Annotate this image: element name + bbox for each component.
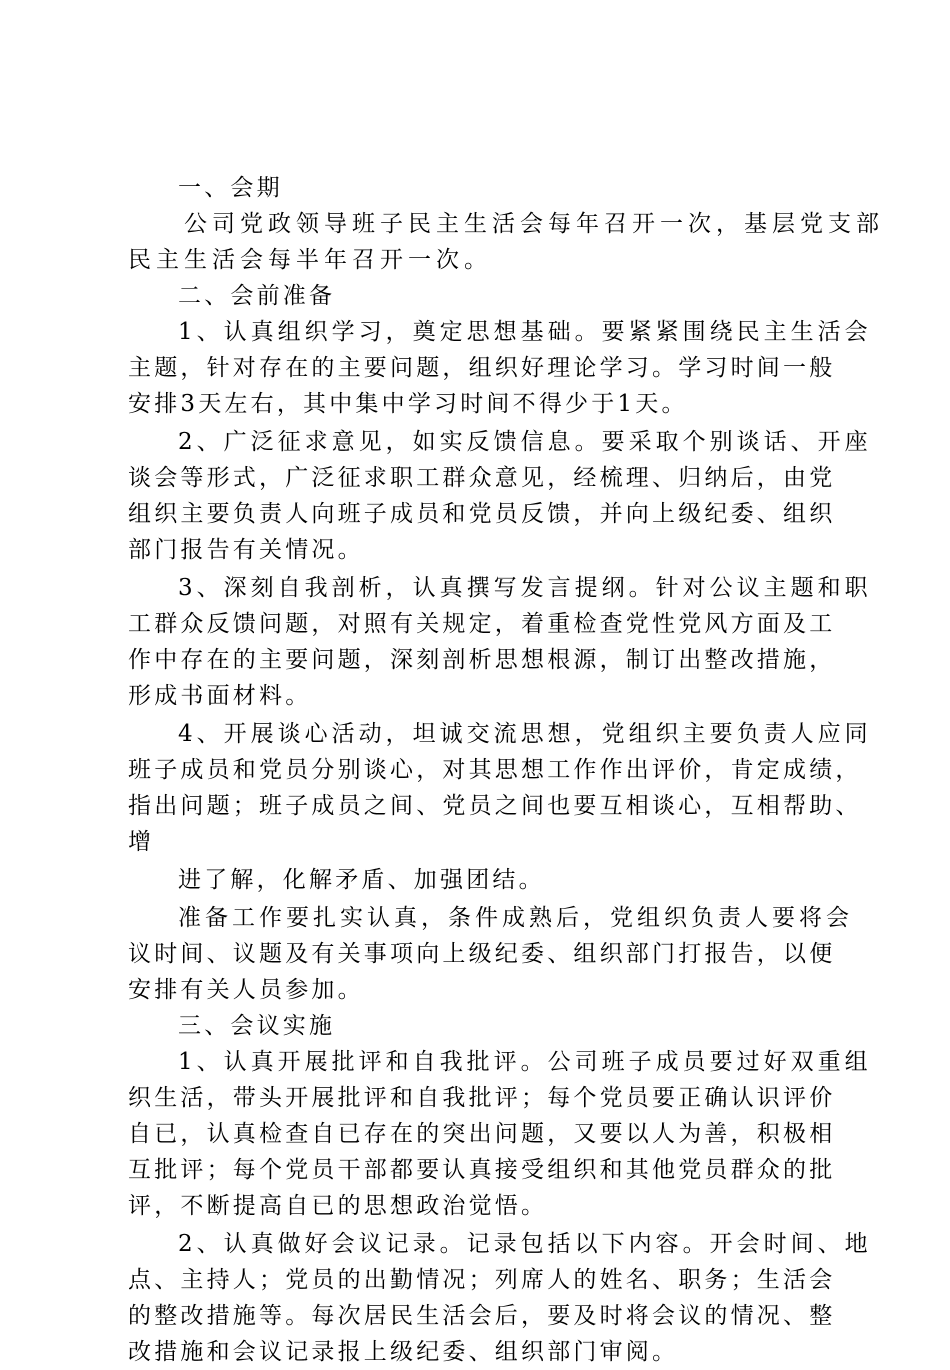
paragraph-line: 形成书面材料。: [128, 683, 312, 709]
section-heading: 二、会前准备: [178, 283, 336, 309]
paragraph-line: 准备工作要扎实认真，条件成熟后，党组织负责人要将会: [178, 905, 853, 931]
paragraph-line: 4、开展谈心活动，坦诚交流思想，党组织主要负责人应同: [178, 721, 872, 747]
paragraph-line: 工群众反馈问题，对照有关规定，着重检查党性党风方面及工: [128, 611, 836, 637]
paragraph-line: 议时间、议题及有关事项向上级纪委、组织部门打报告，以便: [128, 941, 836, 967]
paragraph-line: 安排3天左右，其中集中学习时间不得少于1天。: [128, 391, 688, 417]
paragraph-line: 部门报告有关情况。: [128, 537, 364, 563]
paragraph-line: 1、认真组织学习，奠定思想基础。要紧紧围绕民主生活会: [178, 319, 872, 345]
paragraph-line: 作中存在的主要问题，深刻剖析思想根源，制订出整改措施，: [128, 647, 836, 673]
section-heading: 三、会议实施: [178, 1013, 336, 1039]
paragraph-line: 公司党政领导班子民主生活会每年召开一次，基层党支部: [184, 211, 884, 237]
paragraph-line: 组织主要负责人向班子成员和党员反馈，并向上级纪委、组织: [128, 501, 836, 527]
paragraph-line: 安排有关人员参加。: [128, 977, 364, 1003]
paragraph-line: 评，不断提高自已的思想政治觉悟。: [128, 1193, 548, 1219]
paragraph-line: 织生活，带头开展批评和自我批评；每个党员要正确认识评价: [128, 1085, 836, 1111]
paragraph-line: 自已，认真检查自已存在的突出问题，又要以人为善，积极相: [128, 1121, 836, 1147]
paragraph-line: 指出问题；班子成员之间、党员之间也要互相谈心，互相帮助、: [128, 793, 862, 819]
paragraph-line: 主题，针对存在的主要问题，组织好理论学习。学习时间一般: [128, 355, 836, 381]
paragraph-line: 互批评；每个党员干部都要认真接受组织和其他党员群众的批: [128, 1157, 836, 1183]
paragraph-line: 民主生活会每半年召开一次。: [128, 247, 492, 273]
paragraph-line: 点、主持人；党员的出勤情况；列席人的姓名、职务；生活会: [128, 1267, 836, 1293]
paragraph-line: 2、认真做好会议记录。记录包括以下内容。开会时间、地: [178, 1231, 872, 1257]
paragraph-line: 的整改措施等。每次居民生活会后，要及时将会议的情况、整: [128, 1303, 836, 1329]
paragraph-line: 3、深刻自我剖析，认真撰写发言提纲。针对公议主题和职: [178, 575, 872, 601]
paragraph-line: 谈会等形式，广泛征求职工群众意见，经梳理、归纳后，由党: [128, 465, 836, 491]
paragraph-line: 进了解，化解矛盾、加强团结。: [178, 867, 545, 893]
paragraph-line: 2、广泛征求意见，如实反馈信息。要采取个别谈话、开座: [178, 429, 872, 455]
paragraph-line: 1、认真开展批评和自我批评。公司班子成员要过好双重组: [178, 1049, 872, 1075]
paragraph-line: 改措施和会议记录报上级纪委、组织部门审阅。: [128, 1339, 679, 1365]
paragraph-line: 班子成员和党员分别谈心，对其思想工作作出评价，肯定成绩，: [128, 757, 862, 783]
paragraph-line: 增: [128, 829, 155, 855]
section-heading: 一、会期: [178, 175, 283, 201]
